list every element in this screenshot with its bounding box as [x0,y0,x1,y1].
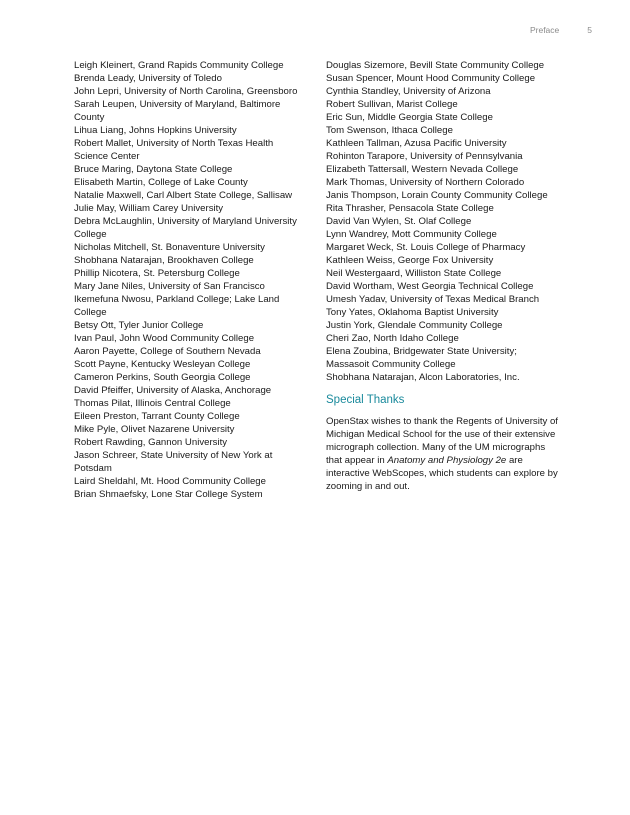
reviewer-entry: Douglas Sizemore, Bevill State Community College [326,60,545,71]
right-column [326,59,558,493]
reviewer-entry: Mary Jane Niles, University of San Francisco [74,281,265,292]
reviewer-entry: Kathleen Tallman, Azusa Pacific University [326,138,507,149]
reviewer-entry: David Pfeiffer, University of Alaska, Anchorage [74,385,272,396]
reviewer-entry: Janis Thompson, Lorain County Community College [326,190,548,201]
reviewer-entry: Aaron Payette, College of Southern Nevada [74,346,261,357]
reviewer-entry: Justin York, Glendale Community College [326,320,503,331]
reviewer-entry: Robert Sullivan, Marist College [326,99,458,110]
special-thanks-text-before: OpenStax wishes to thank the Regents of University of Michigan Medical School for the use of their extensive micrograph collection. Many of the UM micrographs that appear in [326,416,558,466]
reviewer-entry: Lihua Liang, Johns Hopkins University [74,125,237,136]
reviewer-entry: Thomas Pilat, Illinois Central College [74,398,231,409]
reviewer-entry: Phillip Nicotera, St. Petersburg College [74,268,240,279]
reviewer-entry: Julie May, William Carey University [74,203,224,214]
reviewer-entry: Lynn Wandrey, Mott Community College [326,229,497,240]
reviewer-entry: Susan Spencer, Mount Hood Community College [326,73,536,84]
reviewer-entry: Mark Thomas, University of Northern Colorado [326,177,525,188]
reviewer-entry: Rohinton Tarapore, University of Pennsylvania [326,151,523,162]
reviewer-entry: Robert Mallet, University of North Texas Health Science Center [74,138,274,162]
reviewer-entry: Elena Zoubina, Bridgewater State University; Massasoit Community College [326,346,517,370]
reviewer-entry: Shobhana Natarajan, Alcon Laboratories, Inc. [326,372,520,383]
reviewer-entry: Tom Swenson, Ithaca College [326,125,453,136]
reviewer-entry: David Wortham, West Georgia Technical College [326,281,534,292]
reviewer-entry: Cameron Perkins, South Georgia College [74,372,251,383]
reviewer-entry: Kathleen Weiss, George Fox University [326,255,494,266]
reviewer-entry: Tony Yates, Oklahoma Baptist University [326,307,499,318]
reviewer-entry: Shobhana Natarajan, Brookhaven College [74,255,254,266]
reviewer-entry: Cheri Zao, North Idaho College [326,333,459,344]
reviewer-entry: Cynthia Standley, University of Arizona [326,86,491,97]
reviewer-entry: Debra McLaughlin, University of Maryland University College [74,216,297,240]
reviewer-entry: Umesh Yadav, University of Texas Medical Branch [326,294,540,305]
running-header [530,25,592,35]
reviewer-entry: Neil Westergaard, Williston State College [326,268,502,279]
reviewer-list-left [74,59,309,501]
reviewer-entry: Natalie Maxwell, Carl Albert State College, Sallisaw [74,190,293,201]
page-number: 5 [587,25,592,35]
reviewer-entry: Elizabeth Tattersall, Western Nevada College [326,164,519,175]
reviewer-entry: Eileen Preston, Tarrant County College [74,411,240,422]
reviewer-entry: David Van Wylen, St. Olaf College [326,216,472,227]
reviewer-entry: Jason Schreer, State University of New York at Potsdam [74,450,273,474]
reviewer-entry: John Lepri, University of North Carolina, Greensboro [74,86,298,97]
reviewer-entry: Elisabeth Martin, College of Lake County [74,177,248,188]
reviewer-entry: Betsy Ott, Tyler Junior College [74,320,204,331]
reviewer-entry: Brenda Leady, University of Toledo [74,73,222,84]
reviewer-entry: Sarah Leupen, University of Maryland, Baltimore County [74,99,281,123]
reviewer-entry: Laird Sheldahl, Mt. Hood Community College [74,476,266,487]
reviewer-entry: Scott Payne, Kentucky Wesleyan College [74,359,251,370]
book-title: Anatomy and Physiology 2e [387,455,507,466]
reviewer-list-right [326,59,558,384]
special-thanks-text-after: are interactive WebScopes, which students can explore by zooming in and out. [326,455,558,492]
header-section-title: Preface [529,25,560,35]
reviewer-entry: Eric Sun, Middle Georgia State College [326,112,493,123]
reviewer-entry: Margaret Weck, St. Louis College of Pharmacy [326,242,526,253]
reviewer-entry: Ikemefuna Nwosu, Parkland College; Lake Land College [74,294,280,318]
reviewer-entry: Bruce Maring, Daytona State College [74,164,233,175]
reviewer-entry: Ivan Paul, John Wood Community College [74,333,255,344]
special-thanks-paragraph [326,415,558,493]
reviewer-entry: Leigh Kleinert, Grand Rapids Community College [74,60,284,71]
reviewer-entry: Mike Pyle, Olivet Nazarene University [74,424,235,435]
reviewer-entry: Nicholas Mitchell, St. Bonaventure University [74,242,265,253]
special-thanks-heading: Special Thanks [326,394,405,406]
reviewer-entry: Brian Shmaefsky, Lone Star College System [74,489,263,500]
reviewer-entry: Rita Thrasher, Pensacola State College [326,203,494,214]
reviewer-entry: Robert Rawding, Gannon University [74,437,228,448]
